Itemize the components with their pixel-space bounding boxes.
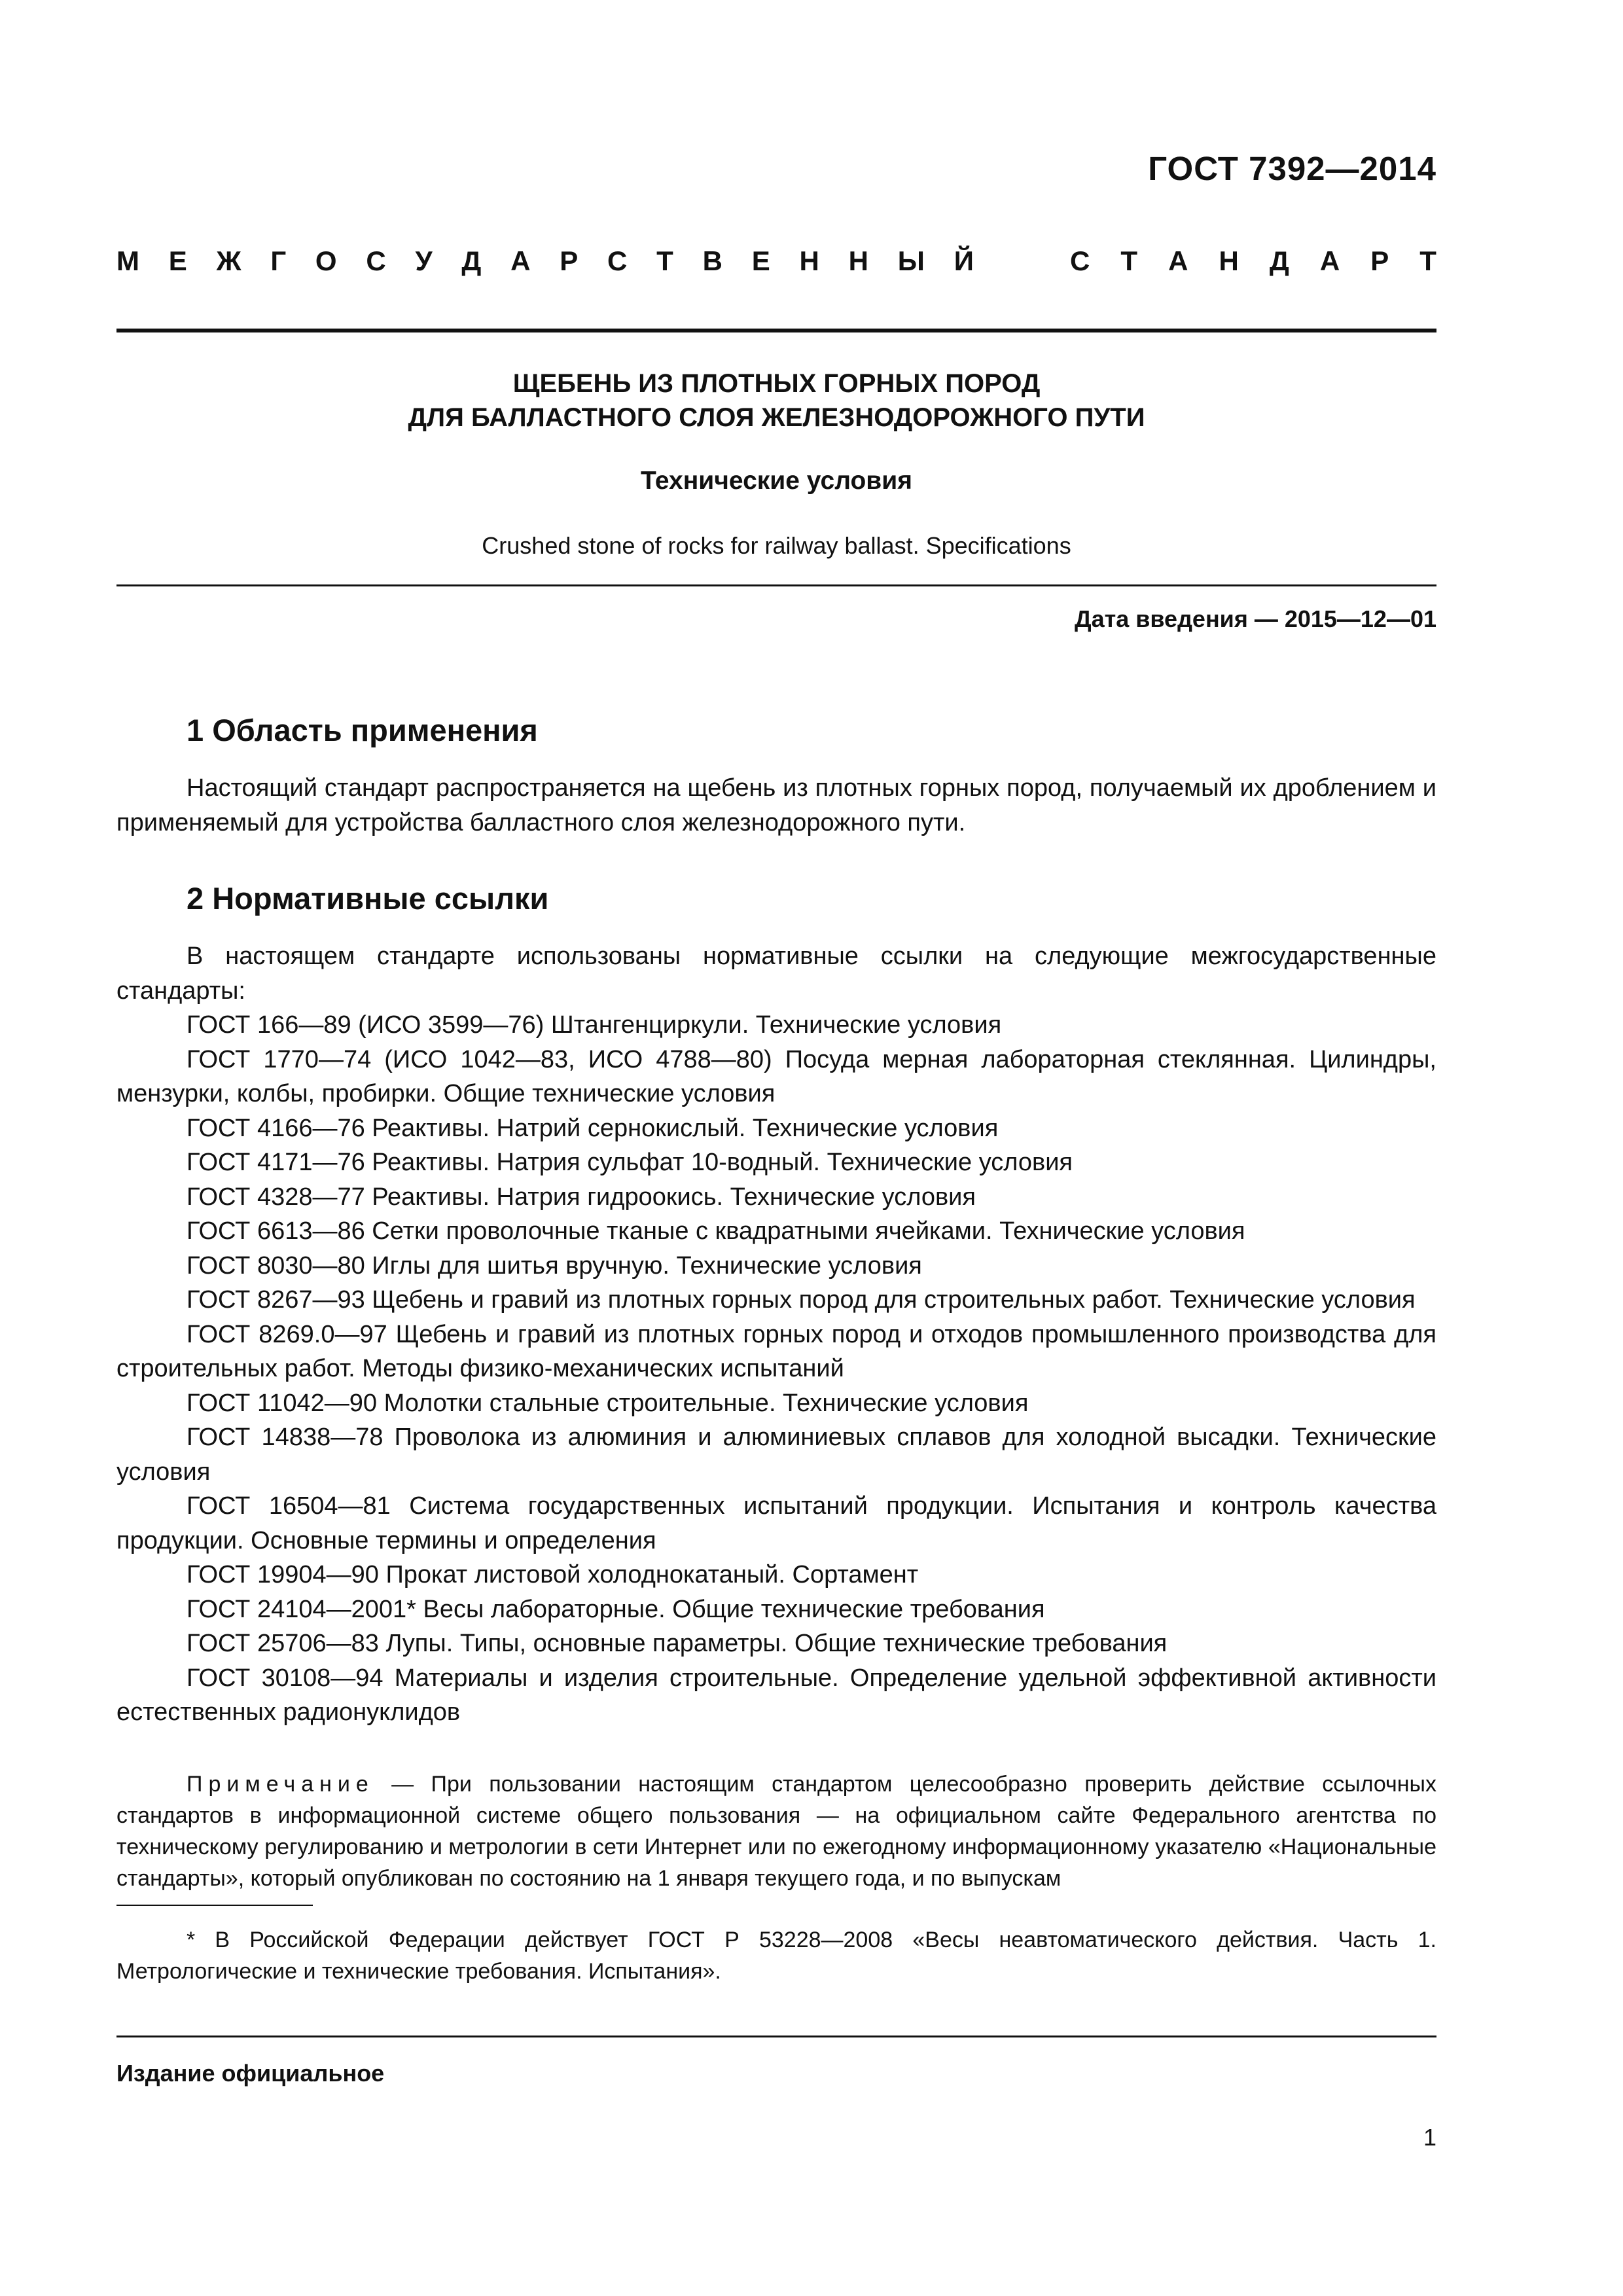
footnote-text: * В Российской Федерации действует ГОСТ Р 53228—2008 «Весы неавтоматического действия. Часть 1. Метрологические и технические требования. Испытания». xyxy=(116,1928,1436,1984)
reference-item: ГОСТ 30108—94 Материалы и изделия строительные. Определение удельной эффективной активности естественных радионуклидов xyxy=(116,1664,1436,1726)
english-title: Crushed stone of rocks for railway ballast. Specifications xyxy=(482,532,1071,559)
edition-label: Издание официальное xyxy=(116,2060,385,2087)
reference-item: ГОСТ 8267—93 Щебень и гравий из плотных горных пород для строительных работ. Технические условия xyxy=(187,1286,1416,1314)
document-number: ГОСТ 7392—2014 xyxy=(1148,150,1436,187)
note-label: Примечание xyxy=(187,1772,374,1797)
reference-item: ГОСТ 166—89 (ИСО 3599—76) Штангенциркули. Технические условия xyxy=(187,1011,1002,1039)
note-text: — При пользовании настоящим стандартом целесообразно проверить действие ссылочных стандартов в информационной системе общего пользования — на официальном сайте Федерального агентства по техническому регулированию и метрологии в сети Интернет или по ежегодному информационному указателю «Национальные стандарты», который опубликован по состоянию на 1 января текущего года, и по выпускам xyxy=(116,1772,1436,1891)
standard-type-word1: М Е Ж Г О С У Д А Р С Т В Е Н Н Ы Й xyxy=(116,245,974,276)
section-1-body xyxy=(116,771,1436,840)
title-rule xyxy=(116,584,1436,586)
footnote-rule xyxy=(116,1905,313,1906)
introduction-date: Дата введения — 2015—12—01 xyxy=(1074,605,1436,632)
page-number: 1 xyxy=(1423,2124,1436,2151)
document-title xyxy=(116,367,1436,435)
reference-item: ГОСТ 1770—74 (ИСО 1042—83, ИСО 4788—80) Посуда мерная лабораторная стеклянная. Цилиндры, мензурки, колбы, пробирки. Общие технические условия xyxy=(116,1045,1436,1107)
note-block xyxy=(116,1768,1436,1894)
reference-item: ГОСТ 4166—76 Реактивы. Натрий сернокислый. Технические условия xyxy=(187,1114,999,1142)
title-line-1: ЩЕБЕНЬ ИЗ ПЛОТНЫХ ГОРНЫХ ПОРОД xyxy=(512,369,1041,398)
document-subtitle: Технические условия xyxy=(640,467,912,495)
footer-rule xyxy=(116,2036,1436,2037)
references-list xyxy=(116,1008,1436,1730)
reference-item: ГОСТ 24104—2001* Весы лабораторные. Общие технические требования xyxy=(187,1595,1045,1623)
standard-type-word2: С Т А Н Д А Р Т xyxy=(1070,245,1436,276)
standard-type xyxy=(116,245,1436,277)
reference-item: ГОСТ 4171—76 Реактивы. Натрия сульфат 10-водный. Технические условия xyxy=(187,1149,1073,1176)
reference-item: ГОСТ 11042—90 Молотки стальные строительные. Технические условия xyxy=(187,1389,1029,1417)
reference-item: ГОСТ 19904—90 Прокат листовой холоднокатаный. Сортамент xyxy=(187,1561,919,1588)
reference-item: ГОСТ 16504—81 Система государственных испытаний продукции. Испытания и контроль качества продукции. Основные термины и определения xyxy=(116,1492,1436,1554)
note-paragraph xyxy=(116,1768,1436,1894)
header-rule xyxy=(116,329,1436,332)
section-2-heading: 2 Нормативные ссылки xyxy=(187,881,549,916)
section-1-paragraph: Настоящий стандарт распространяется на щебень из плотных горных пород, получаемый их дроблением и применяемый для устройства балластного слоя железнодорожного пути. xyxy=(116,774,1436,836)
reference-item: ГОСТ 8030—80 Иглы для шитья вручную. Технические условия xyxy=(187,1251,922,1280)
footnote xyxy=(116,1924,1436,1987)
section-2-body xyxy=(116,939,1436,1730)
reference-item: ГОСТ 25706—83 Лупы. Типы, основные параметры. Общие технические требования xyxy=(187,1630,1168,1657)
reference-item: ГОСТ 6613—86 Сетки проволочные тканые с квадратными ячейками. Технические условия xyxy=(187,1217,1245,1245)
reference-item: ГОСТ 14838—78 Проволока из алюминия и алюминиевых сплавов для холодной высадки. Технические условия xyxy=(116,1424,1436,1486)
reference-item: ГОСТ 4328—77 Реактивы. Натрия гидроокись. Технические условия xyxy=(187,1183,976,1211)
reference-item: ГОСТ 8269.0—97 Щебень и гравий из плотных горных пород и отходов промышленного производства для строительных работ. Методы физико-механических испытаний xyxy=(116,1320,1436,1382)
section-2-intro: В настоящем стандарте использованы нормативные ссылки на следующие межгосударственные стандарты: xyxy=(116,942,1436,1005)
section-1-heading: 1 Область применения xyxy=(187,713,538,747)
title-line-2: ДЛЯ БАЛЛАСТНОГО СЛОЯ ЖЕЛЕЗНОДОРОЖНОГО ПУТИ xyxy=(408,403,1145,432)
